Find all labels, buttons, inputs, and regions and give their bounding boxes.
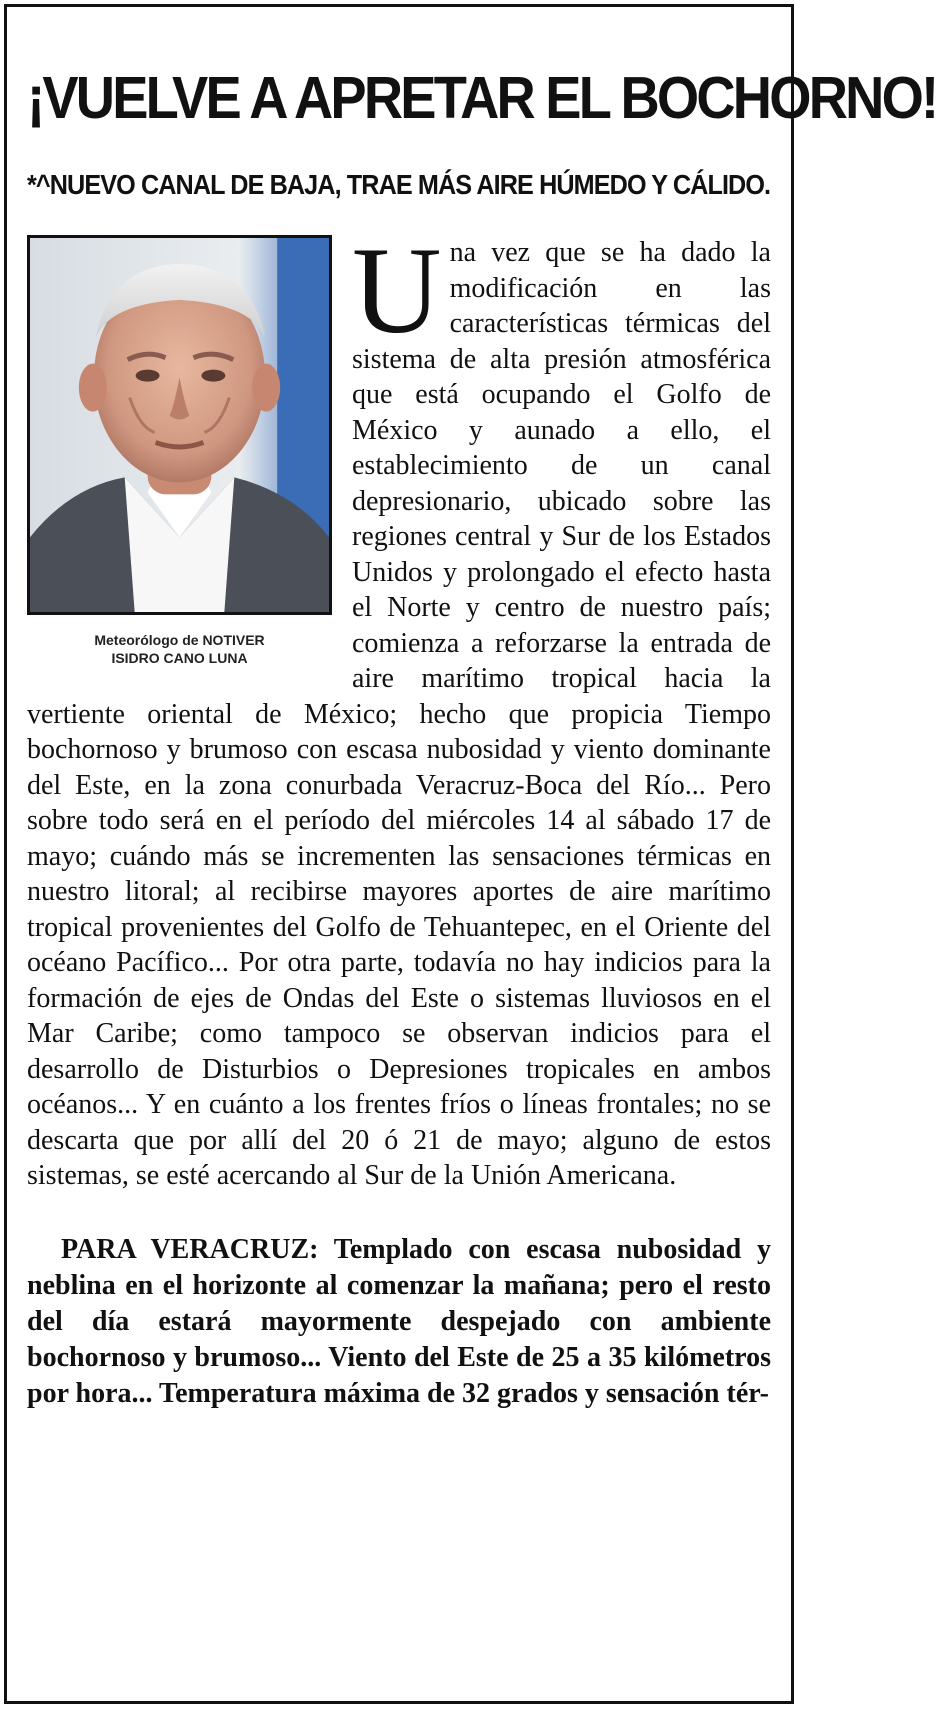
photo-block xyxy=(27,235,332,667)
body-paragraph: na vez que se ha dado la modificación en las características térmicas del sistema de alta presión atmosférica que está ocupando el Golfo de México y aunado a ello, el establecimiento de un canal depresionario, ubicado sobre las regiones central y Sur de los Estados Unidos y prolongado el efecto hasta el Norte y centro de nuestro país; comienza a reforzarse la entrada de aire marítimo tropical hacia la vertiente oriental de México; hecho que propicia Tiempo bochornoso y brumoso con escasa nubosidad y viento dominante del Este, en la zona conurbada Veracruz-Boca del Río... Pero sobre todo será en el período del miércoles 14 al sábado 17 de mayo; cuándo más se incrementen las sensaciones térmicas en nuestro litoral; al recibirse mayores aportes de aire marítimo tropical provenientes del Golfo de Tehuantepec, en el Oriente del océano Pacífico... Por otra parte, todavía no hay indicios para la formación de ejes de Ondas del Este o sistemas lluviosos en el Mar Caribe; como tampoco se observan indicios para el desarrollo de Disturbios o Depresiones tropicales en ambos océanos... Y en cuánto a los frentes fríos o líneas frontales; no se descarta que por allí del 20 ó 21 de mayo; alguno de estos sistemas, se esté acercando al Sur de la Unión Americana. xyxy=(27,237,771,1191)
photo-caption xyxy=(27,631,332,667)
meteorologist-photo xyxy=(27,235,332,615)
caption-line-2: ISIDRO CANO LUNA xyxy=(111,650,248,666)
subheadline: *^NUEVO CANAL DE BAJA, TRAE MÁS AIRE HÚMEDO Y CÁLIDO. xyxy=(27,169,771,200)
caption-line-1: Meteorólogo de NOTIVER xyxy=(94,632,265,648)
article-frame xyxy=(4,4,936,1704)
portrait-image xyxy=(30,238,329,612)
forecast-paragraph: PARA VERACRUZ: Templado con escasa nubosidad y neblina en el horizonte al comenzar la mañana; pero el resto del día estará mayormente despejado con ambiente bochornoso y brumoso... Viento del Este de 25 a 35 kilómetros por hora... Temperatura máxima de 32 grados y sensación tér- xyxy=(27,1233,771,1409)
drop-cap: U xyxy=(352,222,442,359)
headline: ¡VUELVE A APRETAR EL BOCHORNO! xyxy=(27,65,936,131)
